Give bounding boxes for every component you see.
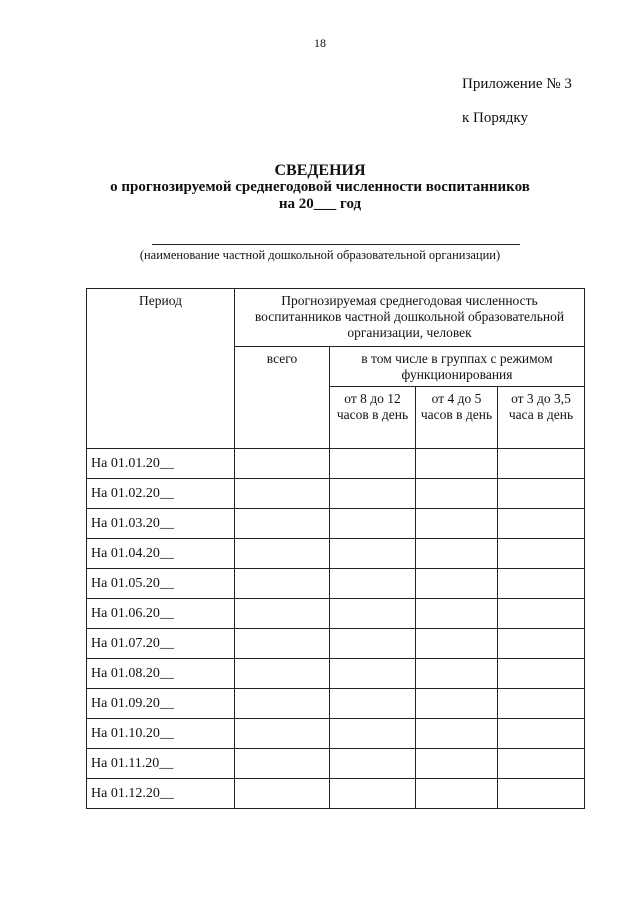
value-cell[interactable] — [416, 629, 498, 659]
period-label: На 01.08.20__ — [87, 659, 235, 689]
value-cell[interactable] — [330, 449, 416, 479]
value-cell[interactable] — [330, 569, 416, 599]
value-cell[interactable] — [330, 599, 416, 629]
period-label: На 01.05.20__ — [87, 569, 235, 599]
period-label: На 01.09.20__ — [87, 689, 235, 719]
value-cell[interactable] — [498, 449, 585, 479]
value-cell[interactable] — [330, 659, 416, 689]
value-cell[interactable] — [416, 449, 498, 479]
value-cell[interactable] — [235, 539, 330, 569]
value-cell[interactable] — [416, 599, 498, 629]
period-label: На 01.06.20__ — [87, 599, 235, 629]
period-label: На 01.02.20__ — [87, 479, 235, 509]
period-label: На 01.07.20__ — [87, 629, 235, 659]
table-row — [87, 779, 585, 809]
value-cell[interactable] — [235, 449, 330, 479]
value-cell[interactable] — [416, 479, 498, 509]
table-row — [87, 689, 585, 719]
organization-name-line — [152, 244, 520, 245]
value-cell[interactable] — [498, 599, 585, 629]
value-cell[interactable] — [235, 479, 330, 509]
value-cell[interactable] — [416, 509, 498, 539]
value-cell[interactable] — [235, 629, 330, 659]
value-cell[interactable] — [416, 719, 498, 749]
groups-header: в том числе в группах с режимом функционирования — [330, 347, 585, 387]
value-cell[interactable] — [498, 509, 585, 539]
table-row — [87, 749, 585, 779]
table-row — [87, 569, 585, 599]
period-label: На 01.03.20__ — [87, 509, 235, 539]
table-row — [87, 509, 585, 539]
value-cell[interactable] — [416, 659, 498, 689]
value-cell[interactable] — [235, 569, 330, 599]
page-number: 18 — [314, 36, 326, 50]
value-cell[interactable] — [235, 749, 330, 779]
mode-header: от 4 до 5 часов в день — [416, 387, 498, 449]
heading-subject: о прогнозируемой среднегодовой численности воспитанников — [110, 179, 530, 195]
value-cell[interactable] — [330, 779, 416, 809]
value-cell[interactable] — [235, 599, 330, 629]
total-header: всего — [235, 347, 330, 449]
heading-title: СВЕДЕНИЯ — [274, 162, 366, 179]
table-row — [87, 719, 585, 749]
value-cell[interactable] — [235, 659, 330, 689]
period-header: Период — [87, 289, 235, 449]
mode-header: от 3 до 3,5 часа в день — [498, 387, 585, 449]
value-cell[interactable] — [498, 569, 585, 599]
value-cell[interactable] — [235, 779, 330, 809]
value-cell[interactable] — [416, 749, 498, 779]
value-cell[interactable] — [498, 689, 585, 719]
value-cell[interactable] — [498, 659, 585, 689]
table-row — [87, 599, 585, 629]
value-cell[interactable] — [498, 629, 585, 659]
period-label: На 01.11.20__ — [87, 749, 235, 779]
value-cell[interactable] — [330, 629, 416, 659]
value-cell[interactable] — [416, 689, 498, 719]
value-cell[interactable] — [330, 749, 416, 779]
value-cell[interactable] — [235, 719, 330, 749]
forecast-header: Прогнозируемая среднегодовая численность воспитанников частной дошкольной образовательной организации, человек — [235, 289, 585, 347]
table-row — [87, 629, 585, 659]
table-row — [87, 539, 585, 569]
value-cell[interactable] — [330, 539, 416, 569]
value-cell[interactable] — [330, 479, 416, 509]
value-cell[interactable] — [498, 719, 585, 749]
value-cell[interactable] — [416, 779, 498, 809]
heading-year: на 20___ год — [278, 196, 362, 212]
value-cell[interactable] — [235, 509, 330, 539]
appendix-title: Приложение № 3 — [462, 76, 572, 92]
value-cell[interactable] — [498, 779, 585, 809]
value-cell[interactable] — [498, 479, 585, 509]
document-heading — [0, 162, 640, 213]
organization-name-caption: (наименование частной дошкольной образовательной организации) — [139, 248, 501, 262]
table-row — [87, 479, 585, 509]
value-cell[interactable] — [416, 539, 498, 569]
period-label: На 01.10.20__ — [87, 719, 235, 749]
value-cell[interactable] — [330, 719, 416, 749]
value-cell[interactable] — [416, 569, 498, 599]
period-label: На 01.01.20__ — [87, 449, 235, 479]
value-cell[interactable] — [330, 689, 416, 719]
table-row — [87, 449, 585, 479]
period-label: На 01.12.20__ — [87, 779, 235, 809]
period-label: На 01.04.20__ — [87, 539, 235, 569]
table-row — [87, 659, 585, 689]
appendix-subtitle: к Порядку — [462, 110, 528, 126]
value-cell[interactable] — [330, 509, 416, 539]
forecast-table — [86, 288, 585, 809]
value-cell[interactable] — [235, 689, 330, 719]
value-cell[interactable] — [498, 749, 585, 779]
value-cell[interactable] — [498, 539, 585, 569]
mode-header: от 8 до 12 часов в день — [330, 387, 416, 449]
